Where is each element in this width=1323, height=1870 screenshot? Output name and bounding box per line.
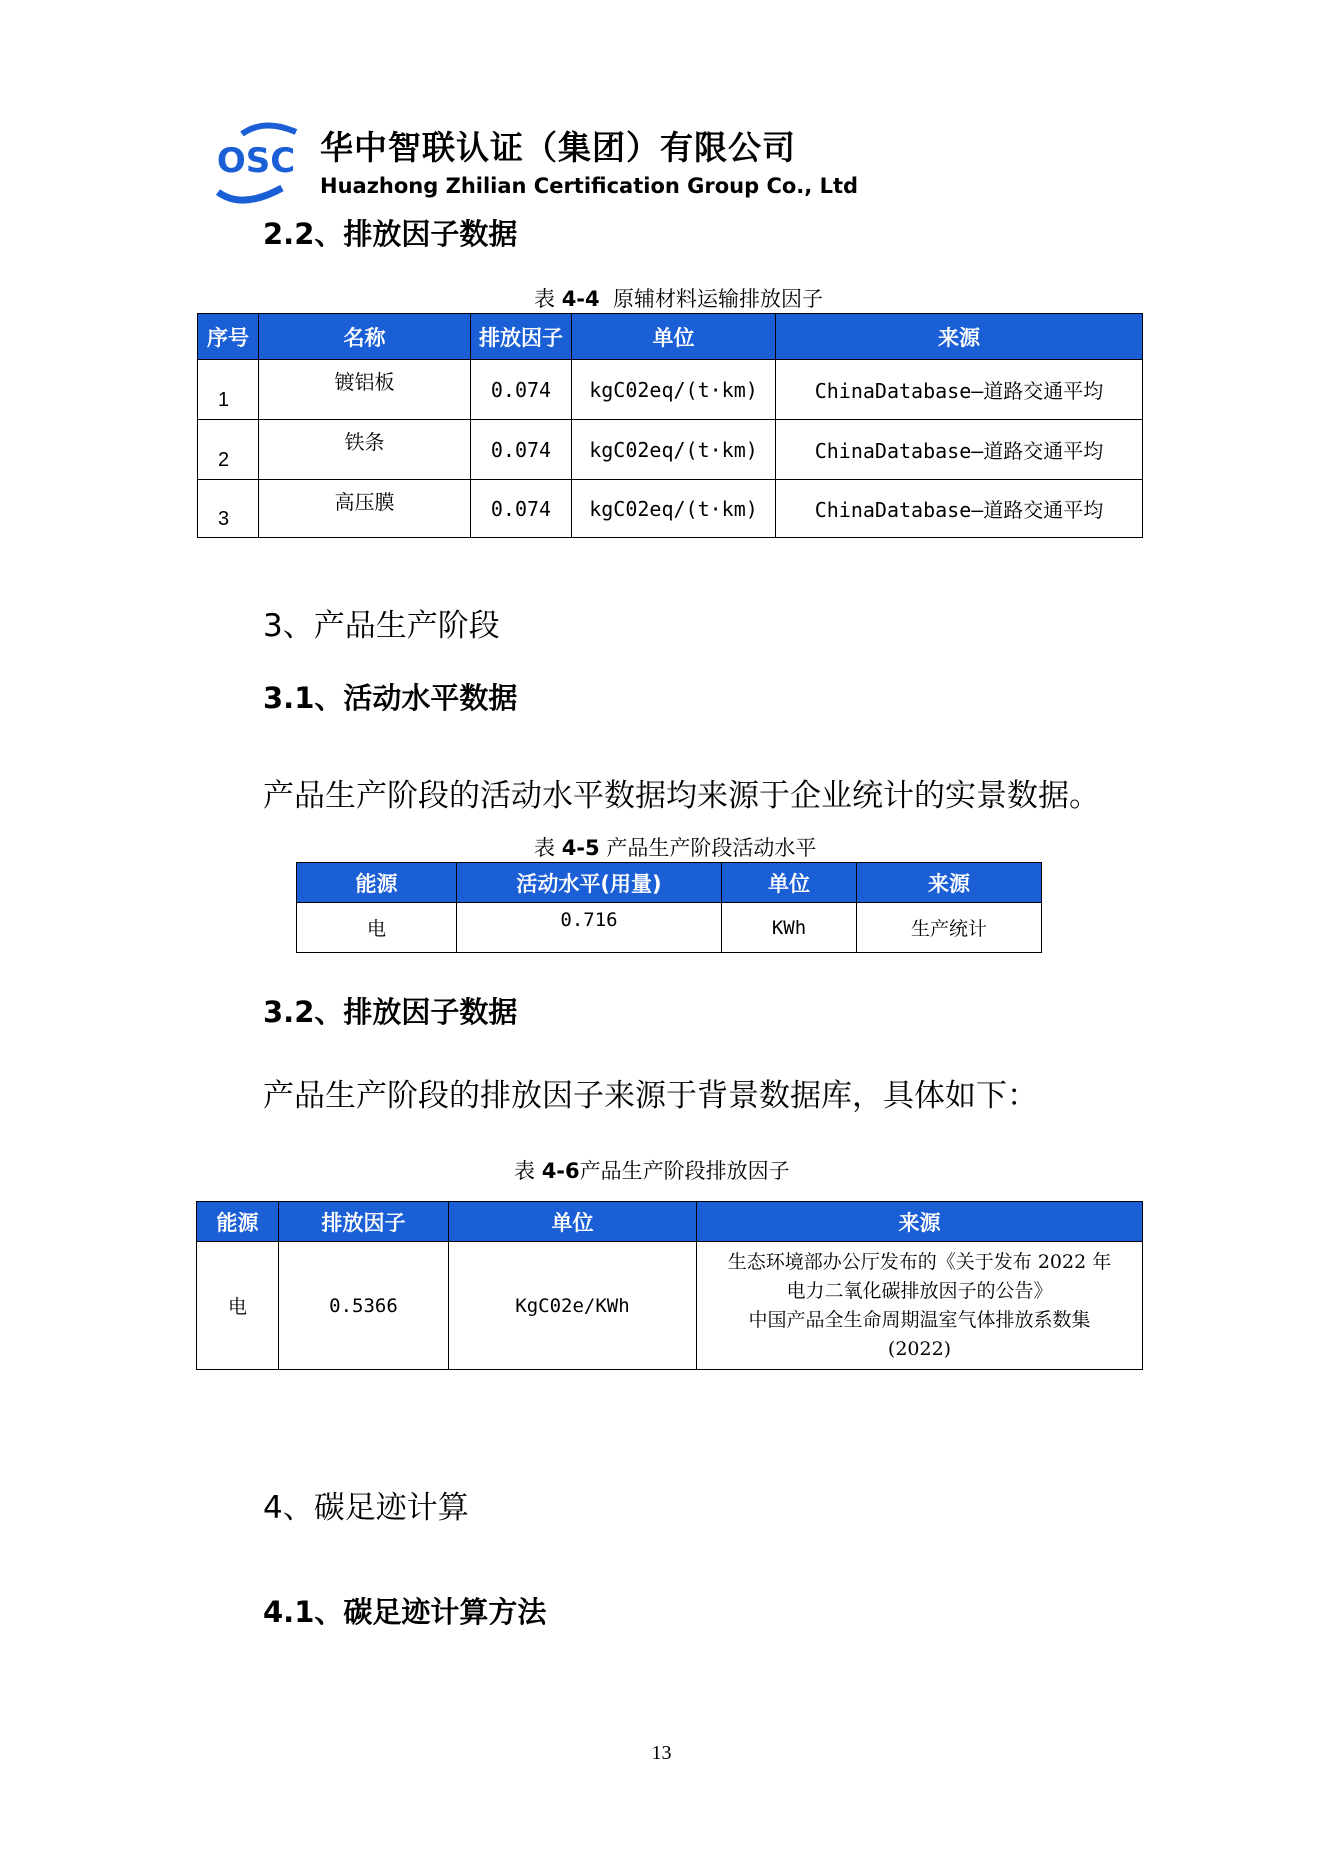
header-cell: 单位: [722, 863, 857, 903]
cell-source: ChinaDatabase—道路交通平均: [776, 360, 1143, 420]
paragraph-3-2: 产品生产阶段的排放因子来源于背景数据库，具体如下：: [263, 1078, 1038, 1114]
cell-activity: 0.716: [457, 903, 722, 953]
table-header-row: [197, 1202, 1143, 1242]
header-cell: 单位: [449, 1202, 697, 1242]
cell-name: 镀铝板: [259, 360, 471, 420]
header-cell: 能源: [297, 863, 457, 903]
section-heading-3-2: 3.2、排放因子数据: [263, 995, 518, 1029]
cell-unit: KgC02e/KWh: [449, 1242, 697, 1370]
cell-name: 高压膜: [259, 480, 471, 538]
section-heading-4-1: 4.1、碳足迹计算方法: [263, 1595, 547, 1629]
header-cell: 序号: [198, 314, 259, 360]
table-caption-4-6: 表 4-6产品生产阶段排放因子: [514, 1159, 790, 1183]
table-row: [198, 360, 1143, 420]
source-line: 中国产品全生命周期温室气体排放系数集: [748, 1308, 1091, 1331]
header-cell: 来源: [776, 314, 1143, 360]
source-line: 生态环境部办公厅发布的《关于发布 2022 年: [727, 1250, 1112, 1273]
section-heading-2-2: 2.2、排放因子数据: [263, 217, 518, 251]
cell-energy: 电: [297, 903, 457, 953]
header-cell: 活动水平(用量): [457, 863, 722, 903]
table-4-4: [197, 313, 1143, 538]
company-name-cn: 华中智联认证（集团）有限公司: [320, 128, 796, 167]
cell-unit: kgC02eq/(t·km): [572, 360, 776, 420]
cell-unit: kgC02eq/(t·km): [572, 420, 776, 480]
table-header-row: [297, 863, 1042, 903]
company-logo: [212, 118, 304, 206]
page-number: 13: [651, 1742, 672, 1764]
cell-factor: 0.074: [471, 420, 572, 480]
header-cell: 排放因子: [279, 1202, 449, 1242]
cell-name: 铁条: [259, 420, 471, 480]
header-cell: 单位: [572, 314, 776, 360]
table-row: [197, 1242, 1143, 1370]
logo-text: OSC: [216, 141, 296, 181]
company-name-en: Huazhong Zhilian Certification Group Co., Ltd: [320, 174, 859, 198]
table-caption-4-4: 表 4-4 原辅材料运输排放因子: [534, 287, 823, 311]
table-caption-4-5: 表 4-5 产品生产阶段活动水平: [534, 836, 817, 860]
header-cell: 能源: [197, 1202, 279, 1242]
table-header-row: [198, 314, 1143, 360]
header-cell: 来源: [697, 1202, 1143, 1242]
header-cell: 来源: [857, 863, 1042, 903]
cell-factor: 0.5366: [279, 1242, 449, 1370]
section-heading-3: 3、产品生产阶段: [263, 608, 500, 644]
section-heading-3-1: 3.1、活动水平数据: [263, 681, 518, 715]
table-row: [297, 903, 1042, 953]
cell-index: 3: [198, 480, 259, 538]
cell-source: [697, 1242, 1143, 1370]
cell-energy: 电: [197, 1242, 279, 1370]
cell-unit: kgC02eq/(t·km): [572, 480, 776, 538]
cell-factor: 0.074: [471, 480, 572, 538]
source-line: 电力二氧化碳排放因子的公告》: [786, 1279, 1053, 1302]
section-heading-4: 4、碳足迹计算: [263, 1490, 469, 1526]
source-line: (2022): [887, 1337, 952, 1360]
cell-factor: 0.074: [471, 360, 572, 420]
table-row: [198, 420, 1143, 480]
table-4-5: [296, 862, 1042, 953]
header-cell: 排放因子: [471, 314, 572, 360]
cell-unit: KWh: [722, 903, 857, 953]
cell-source: 生产统计: [857, 903, 1042, 953]
table-4-6: [196, 1201, 1143, 1370]
header-cell: 名称: [259, 314, 471, 360]
cell-source: ChinaDatabase—道路交通平均: [776, 420, 1143, 480]
cell-index: 2: [198, 420, 259, 480]
cell-index: 1: [198, 360, 259, 420]
cell-source: ChinaDatabase—道路交通平均: [776, 480, 1143, 538]
table-row: [198, 480, 1143, 538]
paragraph-3-1: 产品生产阶段的活动水平数据均来源于企业统计的实景数据。: [263, 778, 1100, 814]
